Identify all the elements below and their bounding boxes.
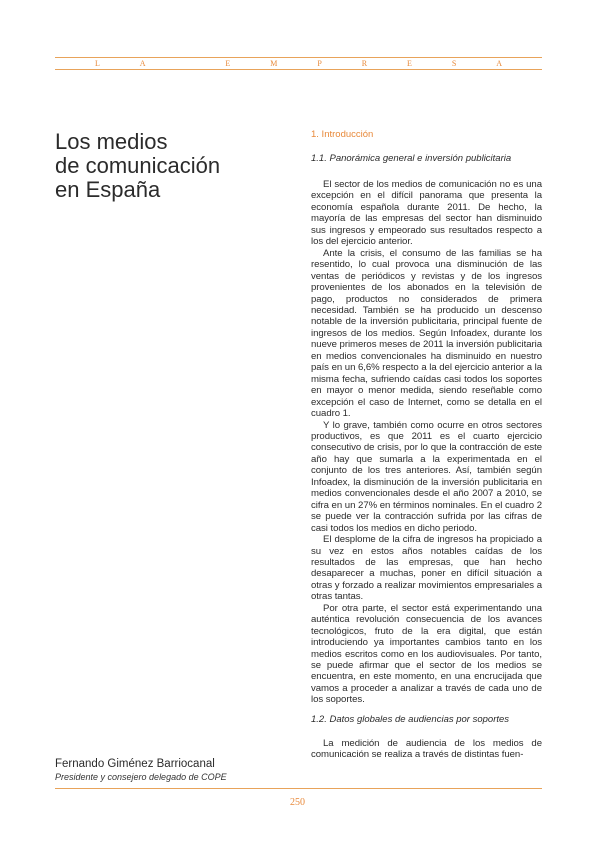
chapter-title — [55, 130, 285, 202]
header-rule-bottom — [55, 69, 542, 70]
running-header-letter: M — [270, 59, 278, 68]
author-name: Fernando Giménez Barriocanal — [55, 758, 215, 770]
body-paragraph: El desplome de la cifra de ingresos ha propiciado a su vez en estos años notables caídas de los resultados de las empresas, que han hecho desaparecer a muchas, poner en difícil situación a otras y forzado a realizar movimientos empresariales a otras tantas. — [311, 534, 542, 603]
author-role: Presidente y consejero delegado de COPE — [55, 772, 227, 782]
running-header-letter: A — [496, 59, 502, 68]
subsection-heading: 1.2. Datos globales de audiencias por soportes — [311, 713, 510, 725]
chapter-title-line: Los medios — [55, 129, 168, 154]
body-paragraph: Ante la crisis, el consumo de las familias se ha resentido, lo cual provoca una disminución de las ventas de periódicos y revistas y de los ingresos provenientes de los abonados en la televisión de pago, productos no considerados de primera necesidad. También se ha producido un descenso notable de la inversión publicitaria, principal fuente de ingresos de los medios. Según Infoadex, durante los nueve primeros meses de 2011 la inversión publicitaria en medios convencionales ha disminuido en nuestro país en un 6,6% respecto a la del ejercicio anterior a la misma fecha, sufriendo caídas casi todos los soportes en mayor o menor medida, siendo reseñable como excepción el caso de Internet, como se detalla en el cuadro 1. — [311, 247, 542, 420]
body-paragraph: Por otra parte, el sector está experimentando una auténtica revolución consecuencia de los avances tecnológicos, fruto de la era digital, que están introduciendo ya importantes cambios tanto en los medios escritos como en los audiovisuales. Por tanto, se puede afirmar que el sector de los medios se encuentra, en este momento, en una encrucijada que vamos a proceder a analizar a través de cada uno de los soportes. — [311, 602, 542, 706]
page-number: 250 — [290, 797, 305, 808]
author-block — [55, 757, 295, 783]
body-paragraph: Y lo grave, también como ocurre en otros sectores productivos, es que 2011 es el cuarto ejercicio consecutivo de crisis, por lo que la contracción de este año hay que sumarla a la experimentada en el conjunto de los tres anteriores. Así, también según Infoadex, la disminución de la inversión publicitaria en medios convencionales desde el año 2007 a 2010, se cifra en un 27% en términos nominales. En el cuadro 2 se puede ver la contracción sufrida por las cifras de casi todos los medios en dicho periodo. — [311, 419, 542, 534]
running-header-letter: E — [406, 59, 412, 68]
running-header-letter: E — [225, 59, 231, 68]
chapter-title-line: en España — [55, 177, 161, 202]
running-header-letter: L — [94, 59, 100, 68]
running-header — [55, 58, 542, 69]
running-header-letter: S — [451, 59, 457, 68]
body-paragraph: El sector de los medios de comunicación no es una excepción en el difícil panorama que presenta la economía española durante 2011. De hecho, la mayoría de las empresas del sector han disminuido sus ingresos y empeorado sus resultados respecto a los del ejercicio anterior. — [311, 179, 542, 248]
running-header-letter: R — [361, 59, 368, 68]
running-header-letter: A — [139, 59, 146, 68]
subsection-heading: 1.1. Panorámica general e inversión publicitaria — [311, 153, 512, 164]
chapter-title-line: de comunicación — [55, 153, 221, 178]
section-heading: 1. Introducción — [311, 129, 374, 140]
body-column — [311, 129, 542, 761]
running-header-letter: P — [317, 59, 322, 68]
body-paragraph: La medición de audiencia de los medios de comunicación se realiza a través de distintas fuen- — [311, 737, 542, 761]
footer-rule — [55, 788, 542, 789]
